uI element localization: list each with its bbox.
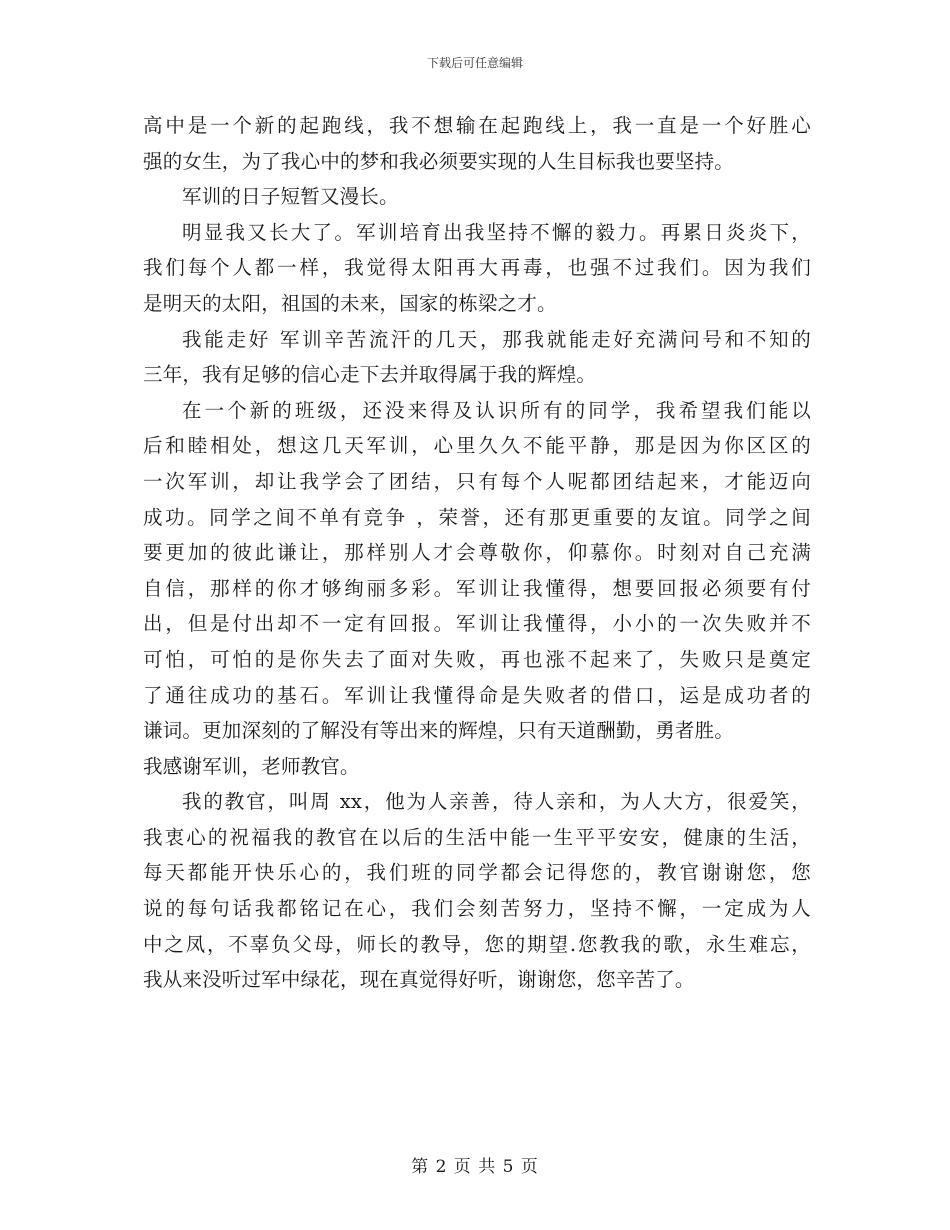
page-number-footer: 第 2 页 共 5 页 (411, 1157, 539, 1177)
text-line: 了通往成功的基石。军训让我懂得命是失败者的借口，运是成功者的 (143, 683, 811, 707)
text-line: 是明天的太阳，祖国的未来，国家的栋梁之才。 (143, 291, 557, 315)
text-line: 要更加的彼此谦让，那样别人才会尊敬你，仰慕你。时刻对自己充满 (143, 541, 811, 565)
text-line: 我从来没听过军中绿花，现在真觉得好听，谢谢您，您辛苦了。 (143, 968, 695, 992)
text-line: 成功。同学之间不单有竞争 ，荣誉，还有那更重要的友谊。同学之间 (143, 505, 811, 529)
text-line: 我的教官，叫周 xx，他为人亲善，待人亲和，为人大方，很爱笑， (182, 790, 811, 814)
text-line: 强的女生，为了我心中的梦和我必须要实现的人生目标我也要坚持。 (143, 149, 735, 173)
text-line: 自信，那样的你才够绚丽多彩。军训让我懂得，想要回报必须要有付 (143, 576, 811, 600)
page-header-note: 下载后可任意编辑 (426, 56, 523, 70)
text-line: 三年，我有足够的信心走下去并取得属于我的辉煌。 (143, 363, 597, 387)
text-line: 我感谢军训，老师教官。 (143, 754, 360, 778)
text-line: 出，但是付出却不一定有回报。军训让我懂得，小小的一次失败并不 (143, 612, 811, 636)
text-line: 可怕，可怕的是你失去了面对失败，再也涨不起来了，失败只是奠定 (143, 647, 811, 671)
text-line: 明显我又长大了。军训培育出我坚持不懈的毅力。再累日炎炎下， (182, 220, 811, 244)
text-line: 我衷心的祝福我的教官在以后的生活中能一生平平安安，健康的生活， (143, 825, 811, 849)
text-line: 后和睦相处，想这几天军训，心里久久不能平静，那是因为你区区的 (143, 434, 811, 458)
document-body (143, 108, 811, 998)
text-line: 我能走好 军训辛苦流汗的几天，那我就能走好充满问号和不知的 (182, 327, 811, 351)
text-line: 一次军训，却让我学会了团结，只有每个人呢都团结起来，才能迈向 (143, 469, 811, 493)
text-line: 高中是一个新的起跑线，我不想输在起跑线上，我一直是一个好胜心 (143, 114, 811, 137)
text-line: 我们每个人都一样，我觉得太阳再大再毒，也强不过我们。因为我们 (143, 256, 811, 280)
text-line: 谦词。更加深刻的了解没有等出来的辉煌，只有天道酬勤，勇者胜。 (143, 719, 735, 743)
text-line: 中之凤，不辜负父母，师长的教导，您的期望.您教我的歌，永生难忘， (143, 932, 811, 956)
text-line: 军训的日子短暂又漫长。 (182, 185, 399, 209)
text-line: 每天都能开快乐心的，我们班的同学都会记得您的，教官谢谢您，您 (143, 861, 811, 885)
text-line: 说的每句话我都铭记在心，我们会刻苦努力，坚持不懈，一定成为人 (143, 897, 811, 921)
text-line: 在一个新的班级，还没来得及认识所有的同学，我希望我们能以 (182, 398, 811, 422)
